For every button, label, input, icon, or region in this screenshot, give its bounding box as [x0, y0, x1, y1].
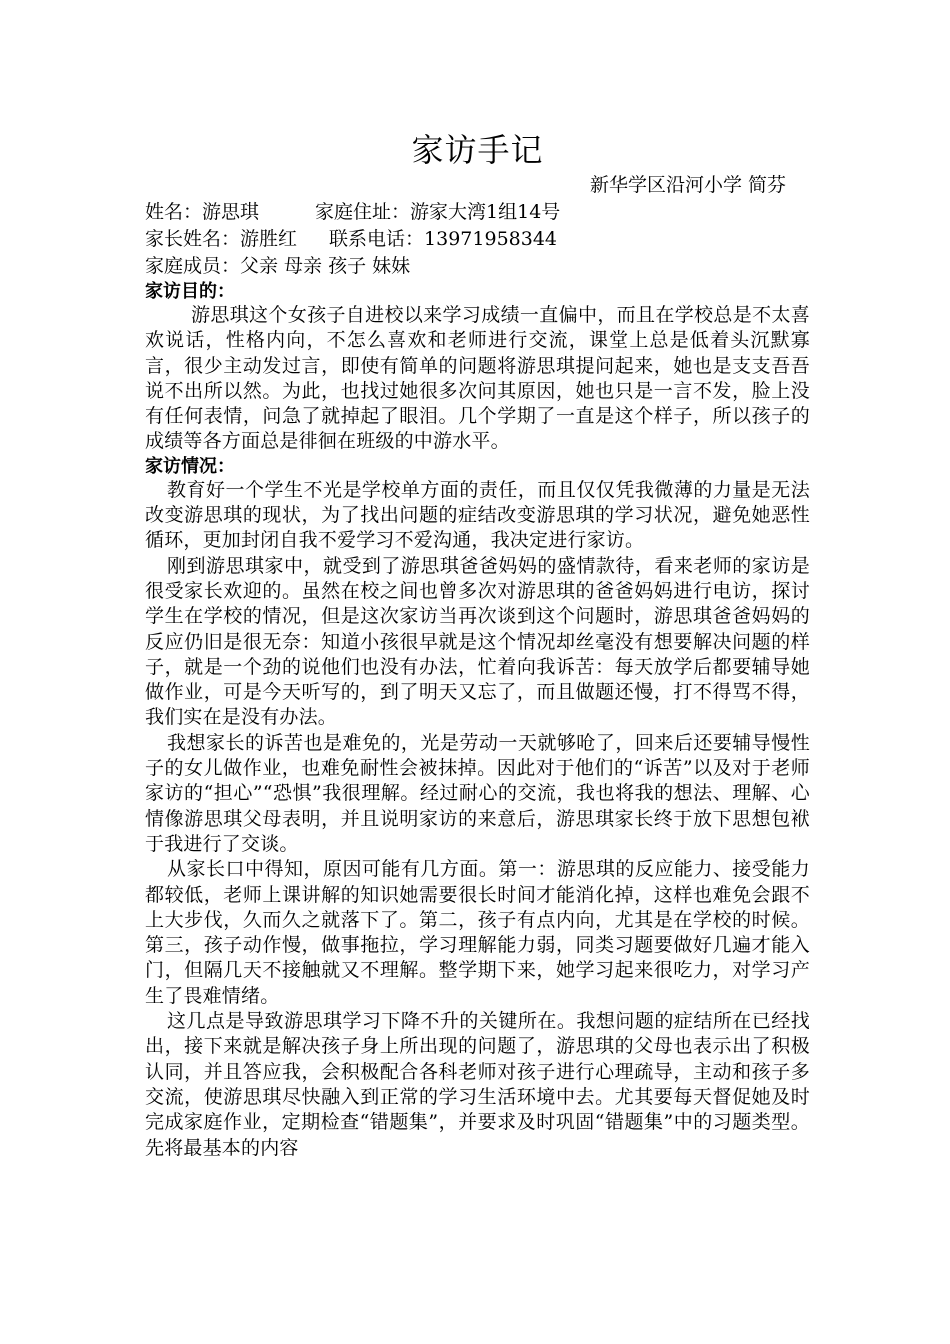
purpose-heading: 家访目的： — [145, 281, 235, 302]
student-name: 游思琪 — [202, 201, 260, 223]
document-content — [145, 128, 810, 1161]
situation-paragraph: 我想家长的诉苦也是难免的，光是劳动一天就够呛了，回来后还要辅导慢性子的女儿做作业，也难免耐性会被抹掉。因此对于他们的“诉苦”以及对于老师家访的“担心”“恐惧”我很理解。经过耐心的交流，我也将我的想法、理解、心情像游思琪父母表明，并且说明家访的来意后，游思琪家长终于放下思想包袱于我进行了交谈。 — [145, 731, 810, 855]
address-value: 游家大湾1组14号 — [410, 201, 561, 223]
situation-paragraph: 从家长口中得知，原因可能有几方面。第一：游思琪的反应能力、接受能力都较低，老师上课讲解的知识她需要很长时间才能消化掉，这样也难免会跟不上大步伐，久而久之就落下了。第二，孩子有点内向，尤其是在学校的时候。第三，孩子动作慢，做事拖拉，学习理解能力弱，同类习题要做好几遍才能入门，但隔几天不接触就又不理解。整学期下来，她学习起来很吃力，对学习产生了畏难情绪。 — [145, 858, 810, 1007]
parent-name-label: 家长姓名： — [145, 228, 241, 250]
author-line: 新华学区沿河小学 简芬 — [589, 174, 786, 196]
family-members: 父亲 母亲 孩子 妹妹 — [240, 255, 411, 277]
purpose-paragraph: 游思琪这个女孩子自进校以来学习成绩一直偏中，而且在学校总是不太喜欢说话，性格内向，不怎么喜欢和老师进行交流，课堂上总是低着头沉默寡言，很少主动发过言，即使有简单的问题将游思琪提问起来，她也是支支吾吾说不出所以然。为此，也找过她很多次问其原因，她也只是一言不发，脸上没有任何表情，问急了就掉起了眼泪。几个学期了一直是这个样子，所以孩子的成绩等各方面总是徘徊在班级的中游水平。 — [145, 304, 810, 453]
situation-paragraph: 刚到游思琪家中，就受到了游思琪爸爸妈妈的盛情款待，看来老师的家访是很受家长欢迎的。虽然在校之间也曾多次对游思琪的爸爸妈妈进行电访，探讨学生在学校的情况，但是这次家访当再次谈到这个问题时，游思琪爸爸妈妈的反应仍旧是很无奈：知道小孩很早就是这个情况却丝毫没有想要解决问题的样子，就是一个劲的说他们也没有办法，忙着向我诉苦：每天放学后都要辅导她做作业，可是今天听写的，到了明天又忘了，而且做题还慢，打不得骂不得，我们实在是没有办法。 — [145, 554, 810, 729]
phone-value: 13971958344 — [424, 228, 558, 250]
situation-paragraph: 教育好一个学生不光是学校单方面的责任，而且仅仅凭我微薄的力量是无法改变游思琪的现状，为了找出问题的症结改变游思琪的学习状况，避免她恶性循环，更加封闭自我不爱学习不爱沟通，我决定进行家访。 — [145, 478, 810, 552]
phone-label: 联系电话： — [329, 228, 425, 250]
family-info-line — [145, 253, 810, 280]
student-info-line — [145, 199, 810, 226]
parent-info-line — [145, 226, 810, 253]
address-label: 家庭住址： — [315, 201, 411, 223]
family-label: 家庭成员： — [145, 255, 241, 277]
situation-paragraph: 这几点是导致游思琪学习下降不升的关键所在。我想问题的症结所在已经找出，接下来就是解决孩子身上所出现的问题了，游思琪的父母也表示出了积极认同，并且答应我，会积极配合各科老师对孩子进行心理疏导，主动和孩子多交流，使游思琪尽快融入到正常的学习生活环境中去。尤其要每天督促她及时完成家庭作业，定期检查“错题集”，并要求及时巩固“错题集”中的习题类型。先将最基本的内容 — [145, 1010, 810, 1159]
student-name-label: 姓名： — [145, 201, 203, 223]
parent-name: 游胜红 — [240, 228, 298, 250]
page-title: 家访手记 — [411, 131, 544, 169]
situation-heading: 家访情况： — [145, 455, 235, 477]
